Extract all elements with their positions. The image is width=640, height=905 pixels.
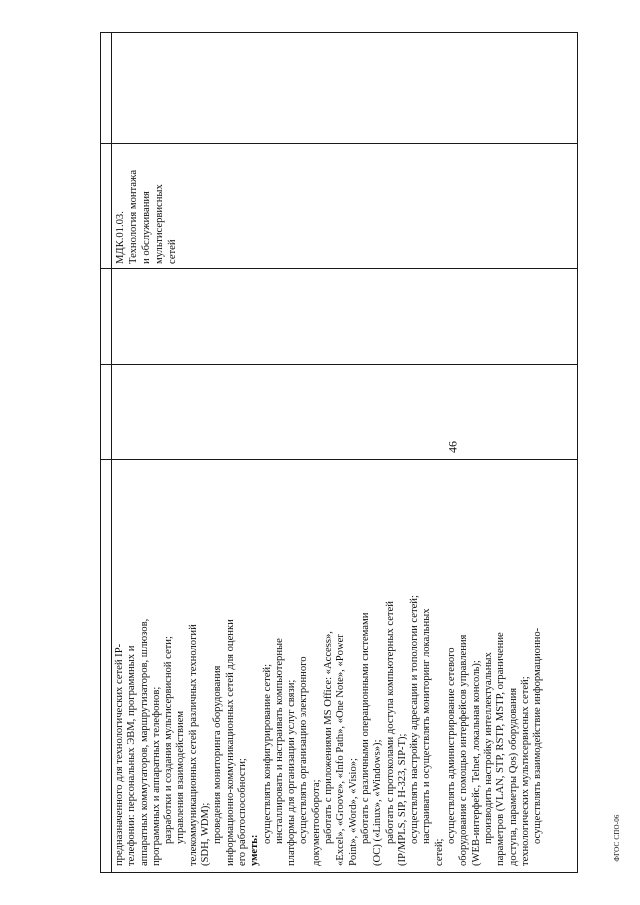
row-divider: [100, 364, 578, 365]
row-divider: [100, 459, 578, 460]
content-line: осуществлять конфигурирование сетей;: [261, 663, 273, 844]
module-title-line: мультисервисных: [154, 184, 165, 264]
content-line: аппаратных коммутаторов, маршрутизаторов, шлюзов,: [138, 618, 150, 866]
content-line: работать с протоколами доступа компьютерных сетей: [384, 601, 396, 844]
module-title-line: сетей: [167, 239, 178, 264]
content-line: технологических мультисервисных сетей;: [519, 676, 531, 866]
content-line: разработки и создания мультисервисной сети;: [163, 636, 175, 844]
content-line: его работоспособности;: [236, 758, 248, 866]
content-line: осуществлять взаимодействие информационно-: [532, 627, 544, 844]
module-title-line: Технология монтажа: [128, 169, 139, 264]
competency-text-cell: [114, 466, 544, 866]
content-line: телефонии: персональных ЭВМ, программных и: [126, 645, 138, 866]
content-line: сетей;: [433, 838, 445, 866]
column-divider: [111, 32, 112, 873]
content-line: телекоммуникационных сетей различных технологий: [187, 624, 199, 866]
content-line: осуществлять настройку адресации и топологии сетей;: [409, 595, 421, 844]
content-line: проведения мониторинга оборудования: [212, 665, 224, 844]
content-line: оборудования с помощью интерфейсов управления: [458, 634, 470, 866]
content-line: Point», «Word», «Visio»;: [347, 758, 359, 866]
content-line: работать с приложениями MS Office: «Access»,: [323, 631, 335, 844]
content-line: предназначенного для технологических сетей IP-: [114, 643, 125, 866]
content-line: инсталлировать и настраивать компьютерные: [273, 638, 285, 844]
table-border-bottom: [100, 872, 578, 873]
section-heading-text: уметь:: [249, 834, 261, 866]
content-line: (ОС) («Linux», «Windows»);: [372, 739, 384, 866]
content-line: осуществлять администрирование сетевого: [446, 647, 458, 844]
content-line: параметров (VLAN, STP, RSTP, MSTP, ограничение: [495, 632, 507, 866]
content-line: осуществлять организацию электронного: [298, 656, 310, 844]
table-border-left: [100, 32, 101, 873]
page-footer: ФГОС СПО-06: [613, 814, 621, 862]
row-divider: [100, 268, 578, 269]
table-border-top: [100, 32, 578, 33]
content-line: доступа, параметры Qos) оборудования: [507, 687, 519, 866]
content-line: (IP/MPLS, SIP, H-323, SIP-T);: [396, 733, 408, 866]
content-line: производить настройку интеллектуальных: [482, 652, 494, 844]
module-cell: [114, 146, 179, 264]
content-line: программных и аппаратных телефонов;: [150, 686, 162, 866]
table-border-right: [577, 32, 578, 873]
content-line: документооборота;: [310, 779, 322, 866]
content-line: информационно-коммуникационных сетей для оценки: [224, 619, 236, 866]
content-line: платформы для организации услуг связи;: [286, 679, 298, 866]
content-line: «Excel», «Groove», «Info Path», «One Note», «Power: [335, 634, 347, 866]
content-line: управления взаимодействием: [175, 710, 187, 844]
content-line: (SDH, WDM);: [200, 802, 212, 866]
page-number: 46: [445, 441, 460, 453]
content-line: (WEB-интерфейс, Telnet, локальная консоль);: [470, 660, 482, 866]
content-line: работать с различными операционными системами: [359, 612, 371, 844]
content-line: настраивать и осуществлять мониторинг локальных: [421, 608, 433, 844]
module-code: МДК.01.03.: [115, 211, 126, 264]
row-divider: [100, 143, 578, 144]
section-heading: [249, 466, 261, 866]
module-title-line: и обслуживания: [141, 191, 152, 264]
